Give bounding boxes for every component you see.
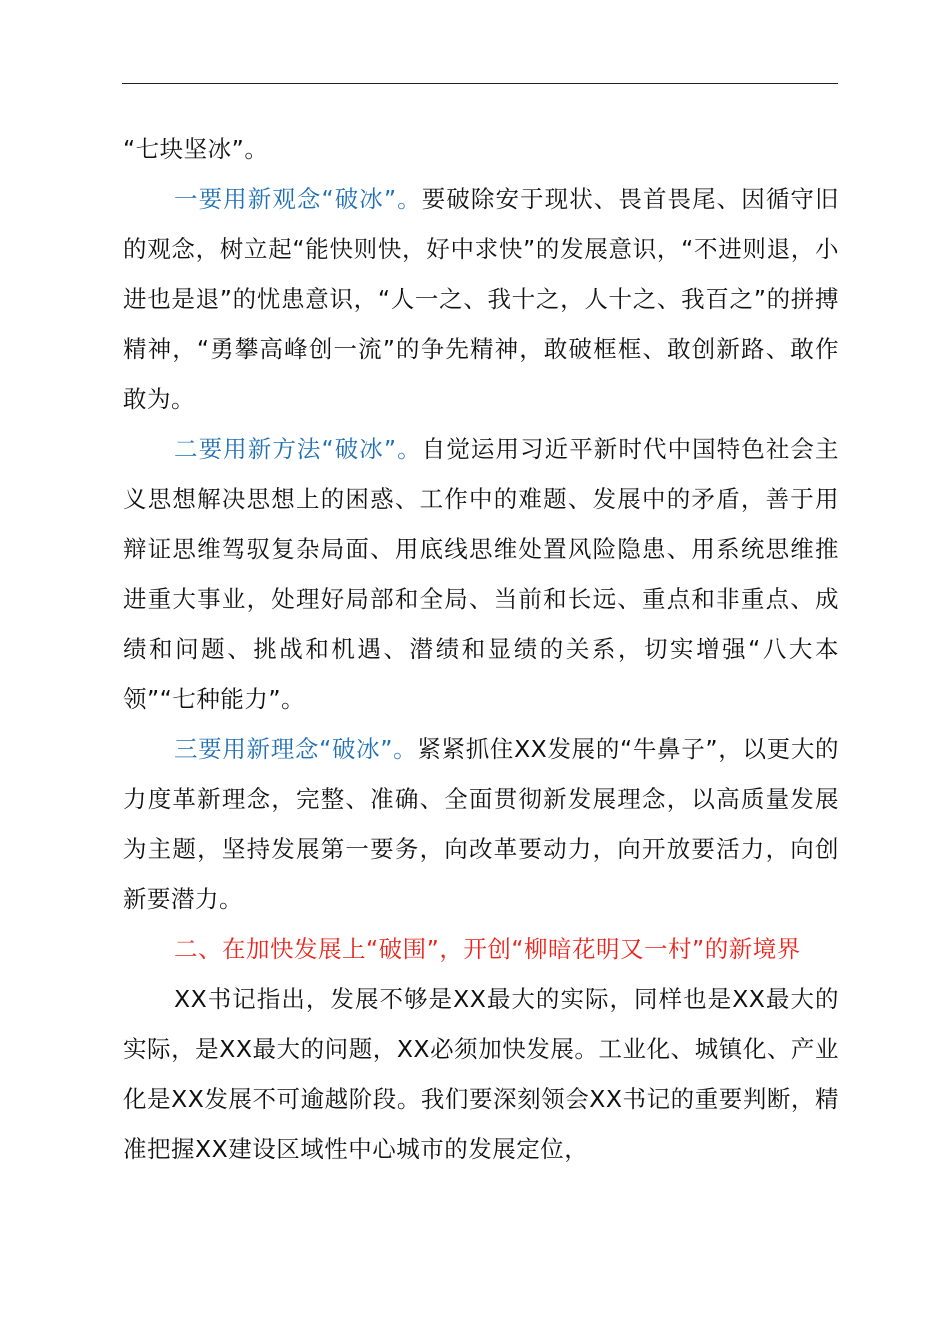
paragraph-lead-new-method: 二要用新方法“破冰”。 bbox=[174, 435, 422, 463]
paragraph-text-new-method: 自觉运用习近平新时代中国特色社会主义思想解决思想上的困惑、工作中的难题、发展中的矛盾，善于用辩证思维驾驭复杂局面、用底线思维处置风险隐患、用系统思维推进重大事业，处理好局部和全局、当前和长远、重点和非重点、成绩和问题、挑战和机遇、潜绩和显绩的关系，切实增强“八大本领”“七种能力”。 bbox=[123, 435, 840, 713]
section-heading-2: 二、在加快发展上“破围”，开创“柳暗花明又一村”的新境界 bbox=[174, 935, 801, 963]
paragraph-development: XX书记指出，发展不够是XX最大的实际，同样也是XX最大的实际，是XX最大的问题，XX必须加快发展。工业化、城镇化、产业化是XX发展不可逾越阶段。我们要深刻领会XX书记的重要判断，精准把握XX建设区域性中心城市的发展定位， bbox=[123, 985, 839, 1163]
paragraph-new-concept bbox=[123, 174, 839, 424]
paragraph-text-new-concept: 要破除安于现状、畏首畏尾、因循守旧的观念，树立起“能快则快，好中求快”的发展意识，“不进则退，小进也是退”的忧患意识，“人一之、我十之，人十之、我百之”的拼搏精神，“勇攀高峰创一流”的争先精神，敢破框框、敢创新路、敢作敢为。 bbox=[123, 185, 840, 413]
paragraph-lead-new-idea: 三要用新理念“破冰”。 bbox=[174, 735, 418, 763]
paragraph-new-method bbox=[123, 424, 839, 724]
paragraph-text-new-idea: 紧紧抓住XX发展的“牛鼻子”，以更大的力度革新理念，完整、准确、全面贯彻新发展理念，以高质量发展为主题，坚持发展第一要务，向改革要动力，向开放要活力，向创新要潜力。 bbox=[123, 735, 839, 913]
document-body bbox=[123, 124, 839, 1174]
paragraph-new-idea bbox=[123, 724, 839, 924]
header-rule bbox=[122, 83, 838, 84]
paragraph-continuation: “七块坚冰”。 bbox=[123, 135, 269, 163]
paragraph-lead-new-concept: 一要用新观念“破冰”。 bbox=[174, 185, 422, 213]
